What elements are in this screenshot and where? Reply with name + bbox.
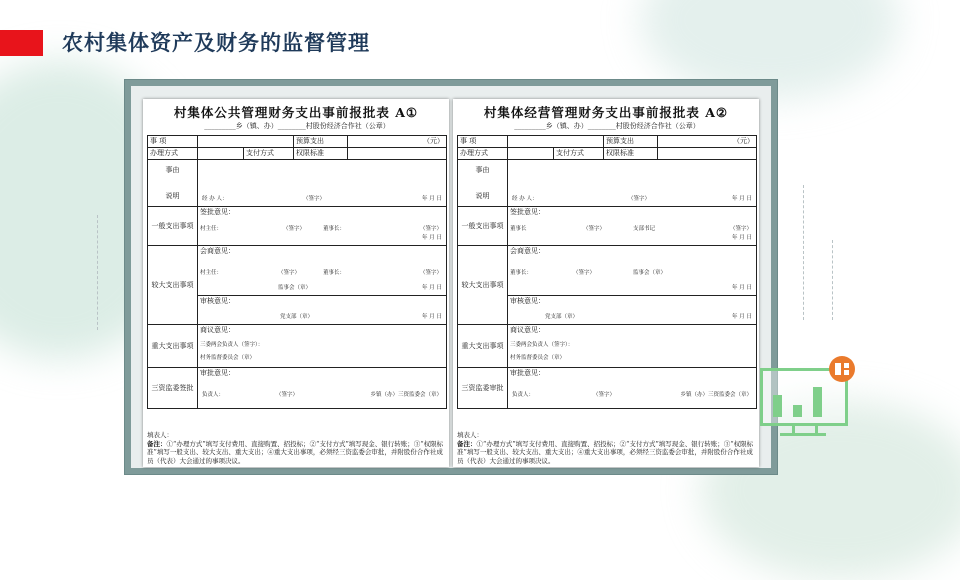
handler-sign: （签字）	[303, 196, 326, 202]
cat2-review-date: 年 月 日	[422, 314, 442, 320]
cat2-sig-c: 监事会（章）	[278, 284, 312, 291]
cat3-opinion: 商议意见：	[200, 326, 235, 334]
notes-label: 备注：	[147, 439, 167, 448]
label-cat1: 一般支出事项	[148, 207, 198, 246]
label-budget: 预算支出	[294, 136, 348, 148]
label-item: 事 项	[458, 136, 508, 148]
cat3-sig-b: 村务监督委员会（章）	[200, 355, 256, 361]
field-budget-unit: （元）	[348, 136, 447, 148]
label-cat3: 重大支出事项	[148, 325, 198, 368]
field-reason	[508, 160, 757, 207]
cat3-opinion: 商议意见：	[510, 326, 545, 334]
form-title: 村集体公共管理财务支出事前报批表 A①	[173, 105, 419, 120]
handler-date: 年 月 日	[422, 196, 442, 202]
cat1-date: 年 月 日	[422, 235, 442, 241]
cat2-sign-b: （签字）	[419, 270, 442, 276]
cat1-opinion: 签批意见：	[200, 208, 235, 216]
cat2-date: 年 月 日	[732, 284, 752, 291]
field-cat3	[198, 325, 447, 368]
monitor-bar-2	[793, 405, 802, 417]
monitor-bar-3	[813, 387, 822, 417]
dashed-line-right-2	[832, 240, 834, 320]
label-cat2: 较大支出事项	[458, 246, 508, 325]
handler-sign: （签字）	[628, 196, 651, 202]
cat4-sig-a: 负责人：	[512, 392, 535, 398]
label-cat4: 三资监委签批	[148, 368, 198, 409]
field-cat3	[508, 325, 757, 368]
field-cat2-review	[198, 295, 447, 324]
field-reason	[198, 160, 447, 207]
handler-date: 年 月 日	[732, 196, 752, 202]
label-pay-method: 办理方式	[148, 148, 198, 160]
cat1-sign-a: （签字）	[283, 226, 306, 232]
field-budget-unit: （元）	[658, 136, 757, 148]
field-cat2	[508, 246, 757, 296]
cat4-sign: （签字）	[276, 392, 299, 398]
cat3-sig-a: 三委两会负责人（签字）：	[200, 342, 264, 348]
filler-label: 填表人：	[147, 431, 173, 439]
cat1-sign-b: （签字）	[419, 226, 442, 232]
page-title: 农村集体资产及财务的监督管理	[62, 31, 370, 55]
field-cat2-review	[508, 295, 757, 324]
cat2-party: 党支部（章）	[280, 314, 314, 320]
cat4-sig-b: 乡镇（办）三资监委会（章）	[680, 392, 752, 398]
cat1-opinion: 签批意见：	[510, 208, 545, 216]
cat2-opinion: 会商意见：	[200, 247, 235, 255]
label-budget: 预算支出	[604, 136, 658, 148]
form-title: 村集体经营管理财务支出事前报批表 A②	[483, 105, 729, 120]
notes-label: 备注：	[457, 439, 477, 448]
label-cat2: 较大支出事项	[148, 246, 198, 325]
cat1-sig-a: 董事长	[510, 226, 527, 232]
label-cat1: 一般支出事项	[458, 207, 508, 246]
label-pay-way: 支付方式	[554, 148, 604, 160]
label-cat4: 三资监委审批	[458, 368, 508, 409]
filler-label: 填表人：	[457, 431, 483, 439]
field-authority	[348, 148, 447, 160]
cat2-sig-b: 董事长：	[323, 270, 346, 276]
field-cat2	[198, 246, 447, 296]
cat2-opinion: 会商意见：	[510, 247, 545, 255]
label-pay-method: 办理方式	[458, 148, 508, 160]
form-table	[147, 135, 447, 409]
cat2-date: 年 月 日	[422, 284, 442, 291]
notes-text: ①“办理方式”填写支付费用、直接购置、招投标；②“支付方式”填写现金、银行转账；③“权限标准”填写一般支出、较大支出、重大支出；④重大支出事项，必须经三资监委会审批，并附股份合作社成员（代表）大会通过的事项决议。	[147, 439, 444, 465]
form-subtitle: _________乡（镇、办）________村股份经济合作社（公章）	[514, 122, 700, 130]
cat1-sign-b: （签字）	[729, 226, 752, 232]
cat2-sign-a: （签字）	[278, 270, 301, 276]
cat2-review: 审核意见：	[510, 296, 545, 305]
form-notes	[457, 431, 756, 465]
cat2-sig-b: 监事会（章）	[633, 270, 667, 276]
cat2-party: 党支部（章）	[545, 314, 579, 320]
cat4-sig-a: 负责人：	[202, 392, 225, 398]
field-cat1	[508, 207, 757, 246]
label-pay-way: 支付方式	[244, 148, 294, 160]
form-a1	[143, 99, 449, 467]
label-reason: 事由 说明	[148, 160, 198, 207]
document-frame-inner	[131, 86, 771, 468]
dashed-line-left	[97, 215, 99, 330]
cat3-sig-b: 村务监督委员会（章）	[510, 355, 566, 361]
form-table	[457, 135, 757, 409]
powerpoint-icon	[829, 356, 855, 382]
cat1-sign-a: （签字）	[583, 226, 606, 232]
form-notes	[147, 431, 446, 465]
field-cat1	[198, 207, 447, 246]
cat1-sig-a: 村主任：	[200, 226, 223, 232]
cat2-sig-a: 村主任：	[200, 270, 223, 276]
field-item	[508, 136, 604, 148]
form-subtitle: _________乡（镇、办）________村股份经济合作社（公章）	[204, 122, 390, 130]
form-a2	[453, 99, 759, 467]
handler-label: 经 办 人：	[202, 196, 228, 202]
cat4-sign: （签字）	[593, 392, 616, 398]
label-authority: 权限标准	[294, 148, 348, 160]
field-pay-method	[198, 148, 244, 160]
monitor-bar-1	[773, 395, 782, 417]
field-item	[198, 136, 294, 148]
notes-text: ①“办理方式”填写支付费用、直接购置、招投标；②“支付方式”填写现金、银行转账；③“权限标准”填写一般支出、较大支出、重大支出；④重大支出事项，必须经三资监委会审批，并附股份合作社成员（代表）大会通过的事项决议。	[457, 439, 754, 465]
label-authority: 权限标准	[604, 148, 658, 160]
field-cat4	[198, 368, 447, 409]
cat3-sig-a: 三委两会负责人（签字）：	[510, 342, 574, 348]
cat2-review-date: 年 月 日	[732, 314, 752, 320]
cat1-date: 年 月 日	[732, 235, 752, 241]
monitor-base	[780, 433, 826, 436]
field-authority	[658, 148, 757, 160]
label-reason: 事由 说明	[458, 160, 508, 207]
cat2-sign-a: （签字）	[573, 270, 596, 276]
label-item: 事 项	[148, 136, 198, 148]
cat4-sig-b: 乡镇（办）三资监委会（章）	[370, 392, 442, 398]
title-accent-bar	[0, 30, 43, 56]
label-cat3: 重大支出事项	[458, 325, 508, 368]
cat2-sig-a: 董事长：	[510, 270, 533, 276]
cat1-sig-b: 董事长：	[323, 226, 346, 232]
document-frame	[125, 80, 777, 474]
cat2-review: 审核意见：	[200, 296, 235, 305]
field-cat4	[508, 368, 757, 409]
monitor-stand	[792, 423, 818, 433]
cat4-opinion: 审批意见：	[200, 369, 235, 377]
handler-label: 经 办 人：	[512, 196, 538, 202]
cat4-opinion: 审批意见：	[510, 369, 545, 377]
field-pay-method	[508, 148, 554, 160]
dashed-line-right-1	[803, 185, 805, 320]
cat1-sig-b: 支部书记	[633, 226, 656, 232]
